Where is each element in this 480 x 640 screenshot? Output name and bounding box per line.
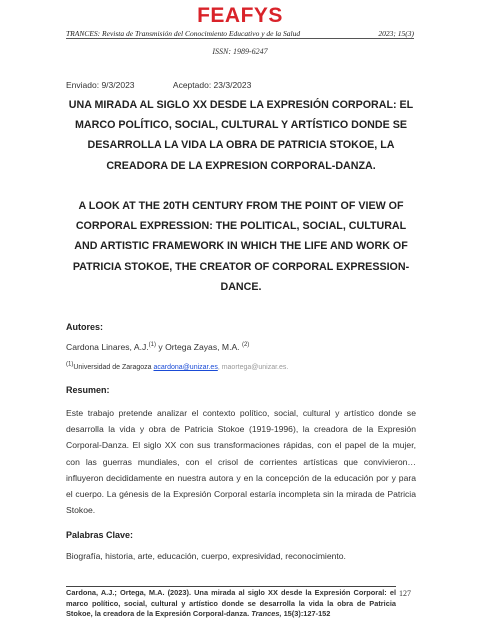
affiliation-text: Universidad de Zaragoza: [73, 364, 154, 371]
journal-volume: 2023; 15(3): [378, 29, 414, 38]
journal-logo: FEAFYS: [197, 4, 283, 27]
journal-header: [66, 29, 414, 38]
affiliation-sup: (1): [66, 361, 74, 368]
citation-journal: Trances,: [251, 609, 282, 618]
email-link[interactable]: acardona@unizar.es: [153, 364, 218, 371]
author-1: Cardona Linares, A.J.: [66, 342, 149, 352]
author-joiner: y Ortega Zayas, M.A.: [156, 342, 242, 352]
page-number: 127: [399, 589, 411, 598]
abstract-heading: Resumen:: [66, 385, 110, 395]
footer-divider: [66, 586, 396, 587]
abstract-text: Este trabajo pretende analizar el contexto político, social, cultural y artístico donde se desarrolla la vida y obra de Patricia Stokoe (1919-1996), la creadora de la Expresión Corporal-Danza. El siglo XX con sus transformaciones rápidas, con el papel de la mujer, con las guerras mundiales, con el crisol de corrientes artísticas que convivieron… influyeron decididamente en nuestra autora y en la concepción de la educación por y para el cuerpo. La génesis de la Expresión Corporal estaría incompleta sin la mirada de Patricia Stokoe.: [66, 408, 416, 516]
author-1-sup: (1): [148, 342, 156, 349]
authors-line: [66, 342, 416, 352]
keywords-text: Biografía, historia, arte, educación, cuerpo, expresividad, reconocimiento.: [66, 551, 346, 561]
sent-date: Enviado: 9/3/2023: [66, 80, 135, 90]
issn: ISSN: 1989-6247: [212, 47, 268, 56]
affiliation: [66, 361, 416, 371]
title-spanish: UNA MIRADA AL SIGLO XX DESDE LA EXPRESIÓN CORPORAL: EL MARCO POLÍTICO, SOCIAL, CULTURAL Y ARTÍSTICO DONDE SE DESARROLLA LA VIDA LA OBRA DE PATRICIA STOKOE, LA CREADORA DE LA EXPRESION CORPORAL-DANZA.: [68, 99, 414, 172]
submission-dates: [66, 80, 251, 90]
keywords-heading: Palabras Clave:: [66, 530, 134, 540]
journal-title: TRANCES: Revista de Transmisión del Conocimiento Educativo y de la Salud: [66, 29, 301, 38]
title-english: A LOOK AT THE 20TH CENTURY FROM THE POINT OF VIEW OF CORPORAL EXPRESSION: THE POLITICAL, SOCIAL, CULTURAL AND ARTISTIC FRAMEWORK IN WHICH THE LIFE AND WORK OF PATRICIA STOKOE, THE CREATOR OF CORPORAL EXPRESSION-DANCE.: [72, 200, 410, 293]
email-secondary: , maortega@unizar.es.: [217, 364, 289, 371]
author-2-sup: (2): [241, 342, 250, 349]
authors-heading: Autores:: [66, 322, 104, 332]
citation-tail: 15(3):127-152: [281, 609, 331, 618]
citation-main: Cardona, A.J.; Ortega, M.A. (2023). Una mirada al siglo XX desde la Expresión Corporal: el marco político, social, cultural y artístico donde se desarrolla la vida la obra de Patricia Stokoe, la creadora de la Expresión Corporal-danza.: [66, 588, 396, 618]
header-divider: [66, 38, 414, 39]
citation-footer: [66, 588, 396, 620]
accepted-date: Aceptado: 23/3/2023: [172, 80, 252, 90]
